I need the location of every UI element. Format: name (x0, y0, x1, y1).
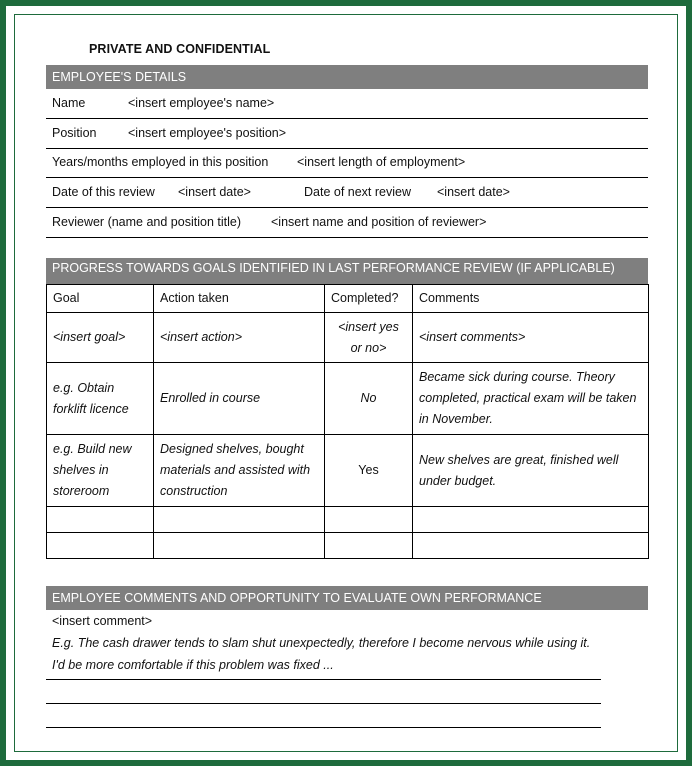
empty-cell[interactable] (154, 507, 325, 533)
divider (46, 207, 648, 208)
position-value[interactable]: <insert employee's position> (128, 126, 287, 140)
empty-cell[interactable] (47, 507, 154, 533)
reviewer-label: Reviewer (name and position title) (52, 215, 241, 229)
goal-cell[interactable]: e.g. Obtain forklift licence (47, 363, 154, 435)
comments-cell[interactable]: Became sick during course. Theory completed, practical exam will be taken in November. (413, 363, 649, 435)
column-header: Goal (47, 285, 154, 313)
progress-header: PROGRESS TOWARDS GOALS IDENTIFIED IN LAST PERFORMANCE REVIEW (IF APPLICABLE) (46, 258, 648, 284)
employee-details-header: EMPLOYEE'S DETAILS (46, 65, 648, 89)
column-header: Comments (413, 285, 649, 313)
table-header-row (47, 285, 649, 313)
comments-cell[interactable]: New shelves are great, finished well under budget. (413, 435, 649, 507)
name-value[interactable]: <insert employee's name> (128, 96, 275, 110)
completed-cell[interactable]: Yes (325, 435, 413, 507)
next-review-label: Date of next review (304, 185, 411, 199)
comment-line (46, 703, 601, 704)
action-cell[interactable]: Designed shelves, bought materials and assisted with construction (154, 435, 325, 507)
position-label: Position (52, 126, 97, 140)
empty-cell[interactable] (325, 507, 413, 533)
goals-table (46, 284, 649, 559)
action-cell[interactable]: <insert action> (154, 313, 325, 363)
table-row (47, 507, 649, 533)
completed-cell[interactable]: No (325, 363, 413, 435)
empty-cell[interactable] (413, 533, 649, 559)
comment-example-line-2: I'd be more comfortable if this problem was fixed ... (52, 658, 334, 672)
page-title: PRIVATE AND CONFIDENTIAL (89, 42, 271, 56)
next-review-value[interactable]: <insert date> (437, 185, 510, 199)
divider (46, 237, 648, 238)
divider (46, 148, 648, 149)
comments-cell[interactable]: <insert comments> (413, 313, 649, 363)
comment-example-line-1: E.g. The cash drawer tends to slam shut unexpectedly, therefore I become nervous while using it. (52, 636, 591, 650)
years-value[interactable]: <insert length of employment> (297, 155, 466, 169)
reviewer-value[interactable]: <insert name and position of reviewer> (271, 215, 487, 229)
comment-placeholder[interactable]: <insert comment> (52, 614, 153, 628)
table-row (47, 313, 649, 363)
column-header: Completed? (325, 285, 413, 313)
empty-cell[interactable] (47, 533, 154, 559)
goal-cell[interactable]: e.g. Build new shelves in storeroom (47, 435, 154, 507)
empty-cell[interactable] (154, 533, 325, 559)
comment-line (46, 679, 601, 680)
column-header: Action taken (154, 285, 325, 313)
comments-header: EMPLOYEE COMMENTS AND OPPORTUNITY TO EVALUATE OWN PERFORMANCE (46, 586, 648, 610)
table-row (47, 435, 649, 507)
table-row (47, 363, 649, 435)
date-review-value[interactable]: <insert date> (178, 185, 251, 199)
divider (46, 177, 648, 178)
date-review-label: Date of this review (52, 185, 155, 199)
goal-cell[interactable]: <insert goal> (47, 313, 154, 363)
divider (46, 118, 648, 119)
completed-cell[interactable]: <insert yes or no> (325, 313, 413, 363)
years-label: Years/months employed in this position (52, 155, 269, 169)
action-cell[interactable]: Enrolled in course (154, 363, 325, 435)
name-label: Name (52, 96, 86, 110)
table-row (47, 533, 649, 559)
empty-cell[interactable] (413, 507, 649, 533)
comment-line (46, 727, 601, 728)
empty-cell[interactable] (325, 533, 413, 559)
